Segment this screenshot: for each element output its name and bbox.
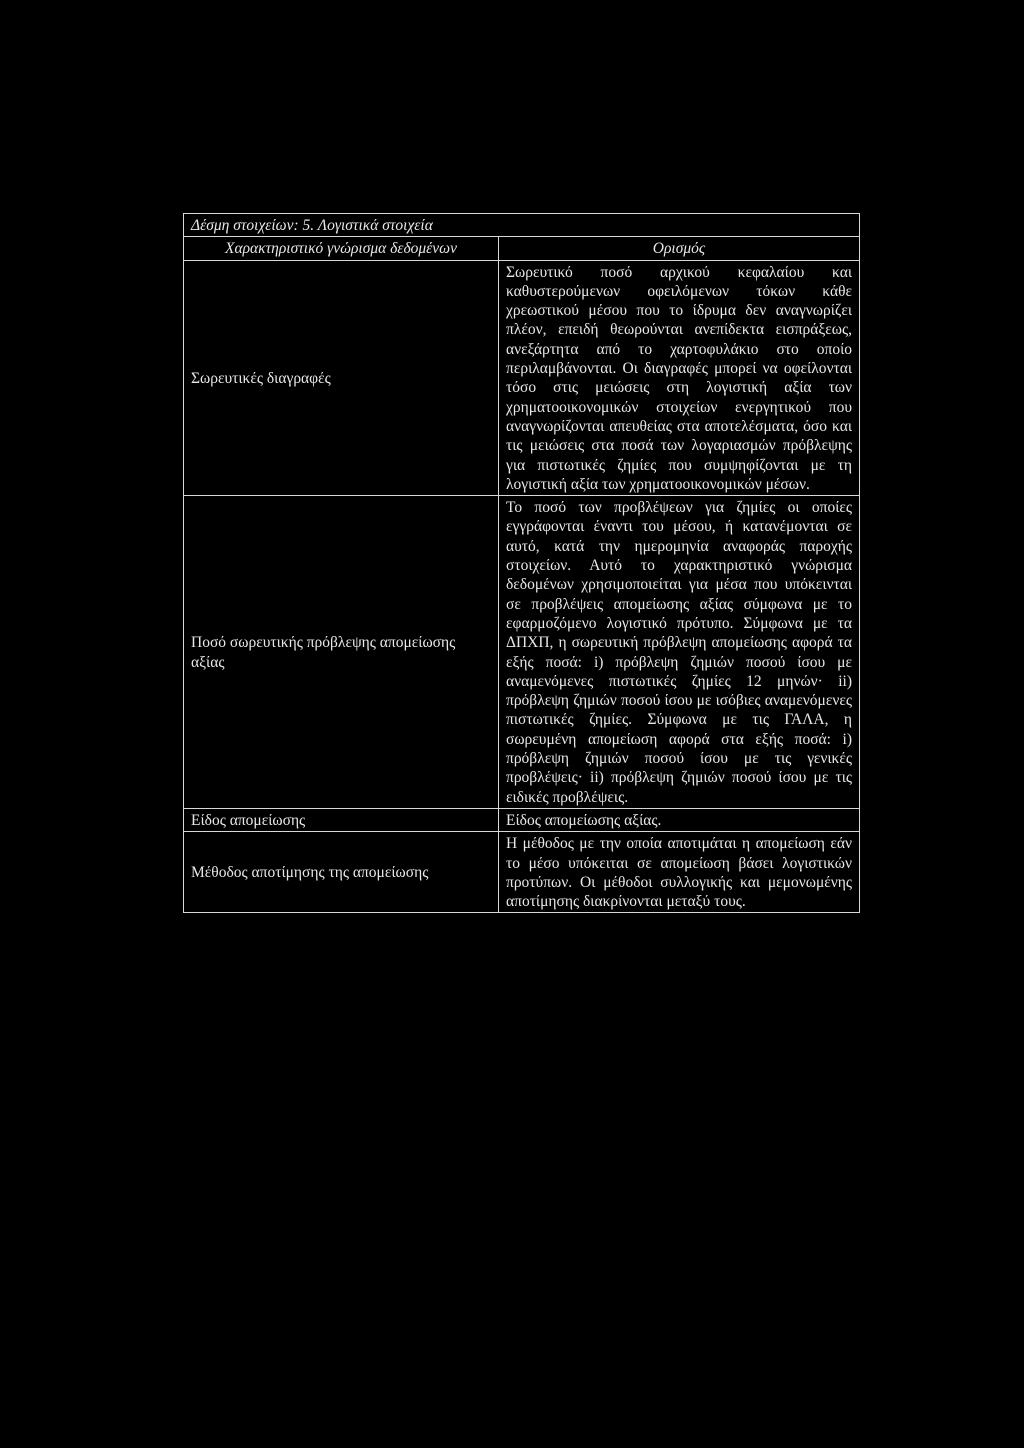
table-row (184, 260, 860, 496)
table-row (184, 496, 860, 809)
definition-cell: Το ποσό των προβλέψεων για ζημίες οι οποίες εγγράφονται έναντι του μέσου, ή κατανέμονται σε αυτό, κατά την ημερομηνία αναφοράς παροχής στοιχείων. Αυτό το χαρακτηριστικό γνώρισμα δεδομένων χρησιμοποιείται για μέσα που υπόκεινται σε προβλέψεις απομείωσης αξίας σύμφωνα με το εφαρμοζόμενο λογιστικό πρότυπο. Σύμφωνα με τα ΔΠΧΠ, η σωρευτική πρόβλεψη απομείωσης αφορά τα εξής ποσά: i) πρόβλεψη ζημιών ποσού ίσου με αναμενόμενες πιστωτικές ζημίες 12 μηνών· ii) πρόβλεψη ζημιών ποσού ίσου με ισόβιες αναμενόμενες πιστωτικές ζημίες. Σύμφωνα με τις ΓΑΛΑ, η σωρευμένη απομείωση αφορά στα εξής ποσά: i) πρόβλεψη ζημιών ποσού ίσου με τις γενικές προβλέψεις· ii) πρόβλεψη ζημιών ποσού ίσου με τις ειδικές προβλέψεις. (499, 496, 860, 809)
data-definitions-table (183, 213, 860, 913)
table-header-row (184, 237, 860, 260)
definition-cell: Σωρευτικό ποσό αρχικού κεφαλαίου και καθυστερούμενων οφειλόμενων τόκων κάθε χρεωστικού μέσου που το ίδρυμα δεν αναγνωρίζει πλέον, επειδή θεωρούνται ανεπίδεκτα εισπράξεως, ανεξάρτητα από το χαρτοφυλάκιο στο οποίο περιλαμβάνονται. Οι διαγραφές μπορεί να οφείλονται τόσο στις μειώσεις στη λογιστική αξία των χρηματοοικονομικών στοιχείων ενεργητικού που αναγνωρίζονται απευθείας στα αποτελέσματα, όσο και τις μειώσεις στα ποσά των λογαριασμών πρόβλεψης για πιστωτικές ζημίες που συμψηφίζονται με τη λογιστική αξία των χρηματοοικονομικών μέσων. (499, 260, 860, 496)
attribute-cell: Είδος απομείωσης (184, 808, 499, 831)
table-title: Δέσμη στοιχείων: 5. Λογιστικά στοιχεία (184, 214, 860, 237)
table-row (184, 832, 860, 913)
attribute-cell: Μέθοδος αποτίμησης της απομείωσης (184, 832, 499, 913)
definition-column-header: Ορισμός (499, 237, 860, 260)
attribute-column-header: Χαρακτηριστικό γνώρισμα δεδομένων (184, 237, 499, 260)
attribute-cell: Ποσό σωρευτικής πρόβλεψης απομείωσης αξίας (184, 496, 499, 809)
definition-cell: Η μέθοδος με την οποία αποτιμάται η απομείωση εάν το μέσο υπόκειται σε απομείωση βάσει λογιστικών προτύπων. Οι μέθοδοι συλλογικής και μεμονωμένης αποτίμησης διακρίνονται μεταξύ τους. (499, 832, 860, 913)
attribute-cell: Σωρευτικές διαγραφές (184, 260, 499, 496)
definition-cell: Είδος απομείωσης αξίας. (499, 808, 860, 831)
table-title-row (184, 214, 860, 237)
table-row (184, 808, 860, 831)
